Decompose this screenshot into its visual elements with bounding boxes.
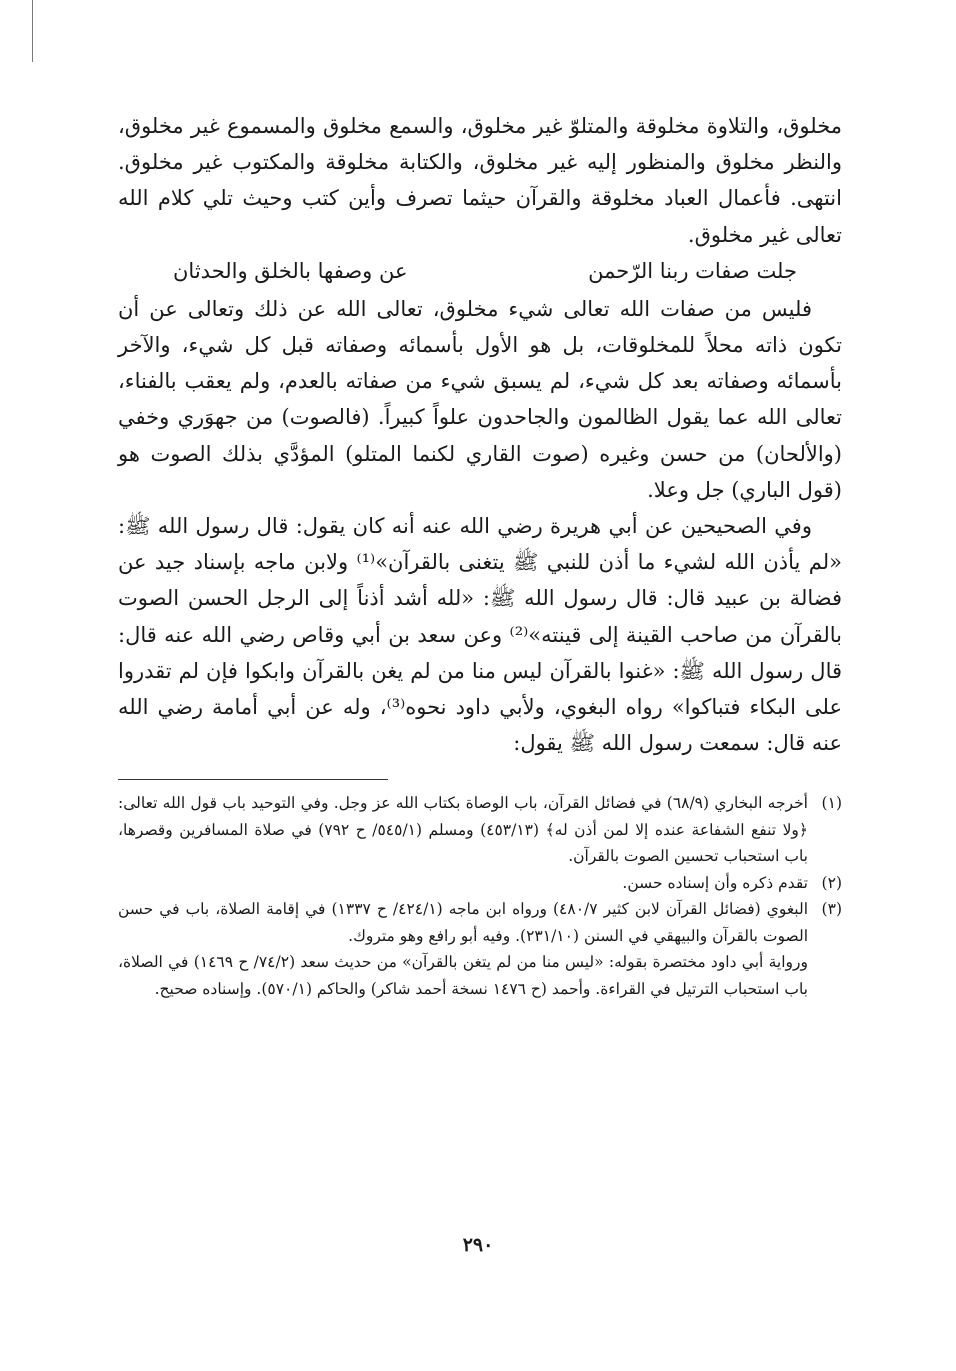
- main-text: [118, 108, 842, 761]
- paragraph-3: وفي الصحيحين عن أبي هريرة رضي الله عنه أنه كان يقول: قال رسول الله ﷺ: «لم يأذن الله لشيء ما أذن للنبي ﷺ يتغنى بالقرآن»⁽¹⁾ ولابن ماجه بإسناد جيد عن فضالة بن عبيد قال: قال رسول الله ﷺ: «لله أشد أذناً إلى الرجل الحسن الصوت بالقرآن من صاحب القينة إلى قينته»⁽²⁾ وعن سعد بن أبي وقاص رضي الله عنه قال: قال رسول الله ﷺ: «غنوا بالقرآن ليس منا من لم يغن بالقرآن وابكوا فإن لم تقدروا على البكاء فتباكوا» رواه البغوي، ولأبي داود نحوه⁽³⁾، وله عن أبي أمامة رضي الله عنه قال: سمعت رسول الله ﷺ يقول:: [118, 514, 842, 756]
- page-number: ٢٩٠: [462, 1234, 494, 1256]
- verse-first-hemistich: جلت صفات ربنا الرّحمن: [588, 258, 797, 283]
- footnote-1: [118, 790, 842, 870]
- footnote-text: أخرجه البخاري (٦٨/٩) في فضائل القرآن، باب الوصاة بكتاب الله عز وجل. وفي التوحيد باب قول الله تعالى: ﴿ولا تنفع الشفاعة عنده إلا لمن أذن له﴾ (٤٥٣/١٣) ومسلم (٥٤٥/١/ ح ٧٩٢) في صلاة المسافرين وقصرها، باب استحباب تحسين الصوت بالقرآن.: [118, 794, 808, 866]
- paragraph-1: مخلوق، والتلاوة مخلوقة والمتلوّ غير مخلوق، والسمع مخلوق والمسموع غير مخلوق، والنظر مخلوق والمنظور إليه غير مخلوق، والكتابة مخلوقة والمكتوب غير مخلوق. انتهى. فأعمال العباد مخلوقة والقرآن حيثما تصرف وأين كتب وحيث تلي كلام الله تعالى غير مخلوق.: [118, 114, 842, 247]
- footnote-number: (٢): [821, 873, 842, 892]
- footnote-text: البغوي (فضائل القرآن لابن كثير ٤٨٠/٧) ورواه ابن ماجه (٤٢٤/١/ ح ١٣٣٧) في إقامة الصلاة، باب في حسن الصوت بالقرآن والبيهقي في السنن (٢٣١/١٠). وفيه أبو رافع وهو متروك.: [118, 900, 809, 945]
- page-edge-line: [32, 0, 33, 62]
- footnotes: [118, 790, 842, 1002]
- poem-verse: [118, 253, 842, 291]
- footnote-separator: [118, 779, 388, 780]
- footnote-3-continuation: ورواية أبي داود مختصرة بقوله: «ليس منا من لم يتغن بالقرآن» من حديث سعد (٧٤/٢/ ح ١٤٦٩) في الصلاة، باب استحباب الترتيل في القراءة. وأحمد (ح ١٤٧٦ نسخة أحمد شاكر) والحاكم (٥٧٠/١). وإسناده صحيح.: [118, 953, 808, 998]
- page-content: [118, 108, 842, 1002]
- footnote-number: (١): [821, 794, 842, 813]
- footnote-3: [118, 896, 842, 949]
- footnote-2: [118, 870, 842, 897]
- footnote-number: (٣): [821, 900, 842, 919]
- paragraph-2: فليس من صفات الله تعالى شيء مخلوق، تعالى الله عن ذلك وتعالى عن أن تكون ذاته محلاً للمخلوقات، بل هو الأول بأسمائه وصفاته قبل كل شيء، والآخر بأسمائه وصفاته بعد كل شيء، لم يسبق شيء من صفاته بالعدم، ولم يعقب بالفناء، تعالى الله عما يقول الظالمون والجاحدون علواً كبيراً. (فالصوت) من جهوَري وخفي (والألحان) من حسن وغيره (صوت القاري لكنما المتلو) المؤدَّي بذلك الصوت هو (قول الباري) جل وعلا.: [118, 296, 842, 502]
- footnote-text: تقدم ذكره وأن إسناده حسن.: [622, 873, 808, 892]
- verse-second-hemistich: عن وصفها بالخلق والحدثان: [173, 258, 408, 283]
